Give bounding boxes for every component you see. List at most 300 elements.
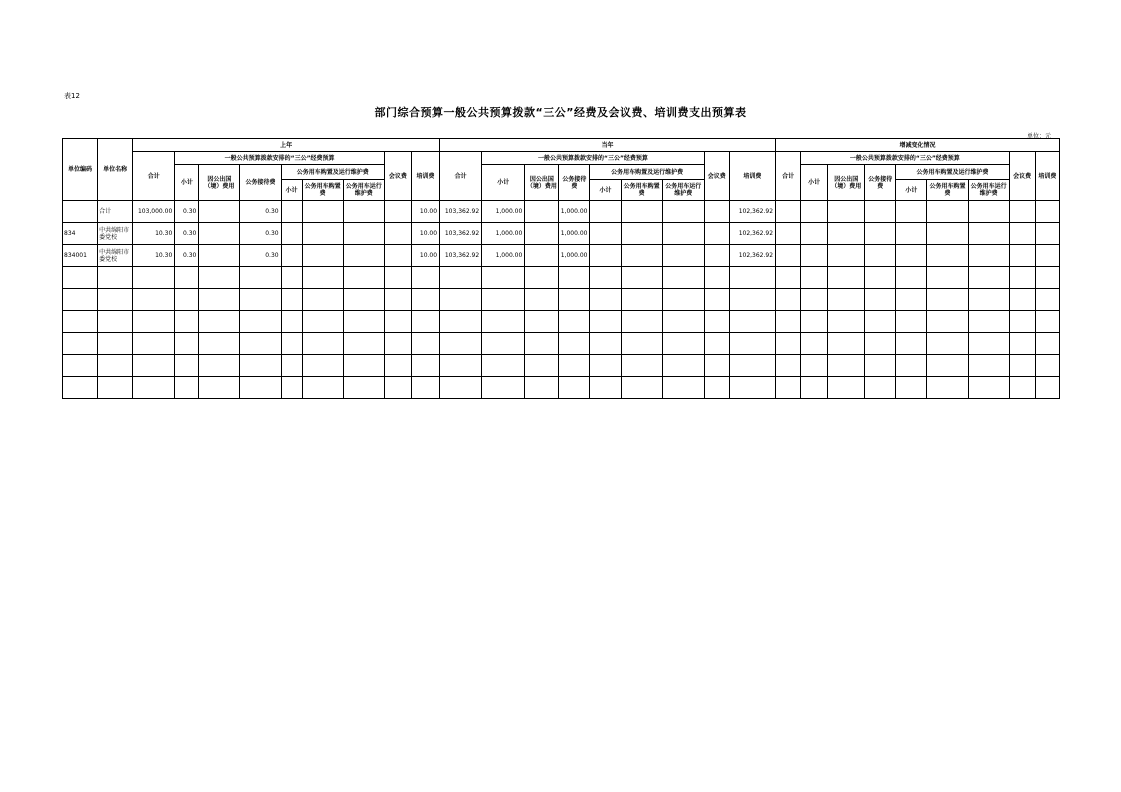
curr-training-cell	[729, 267, 775, 289]
curr-reception-cell: 1,000.00	[559, 245, 590, 267]
curr-subtotal-cell	[482, 333, 525, 355]
prev-meeting-header: 会议费	[384, 152, 411, 201]
chg-training-cell	[1035, 333, 1059, 355]
table-row	[63, 245, 1060, 267]
curr-vehicle-ops-cell	[662, 223, 704, 245]
prev-reception-header: 公务接待费	[240, 165, 281, 201]
chg-vehicle-purchase-header: 公务用车购置费	[927, 180, 968, 201]
curr-vehicle-ops-cell	[662, 289, 704, 311]
prev-total-cell	[133, 355, 175, 377]
curr-abroad-cell	[525, 223, 559, 245]
chg-abroad-cell	[828, 201, 865, 223]
chg-total-cell	[776, 201, 801, 223]
curr-subtotal-cell	[482, 311, 525, 333]
unit-code-cell: 834001	[63, 245, 98, 267]
chg-reception-cell	[865, 377, 896, 399]
chg-vehicle-subtotal-cell	[896, 223, 927, 245]
curr-vehicle-purchase-cell	[621, 245, 662, 267]
unit-name-cell: 中共绵阳市委党校	[98, 245, 133, 267]
prev-vehicle-ops-cell	[343, 355, 384, 377]
chg-vehicle-subtotal-cell	[896, 377, 927, 399]
unit-code-cell	[63, 201, 98, 223]
prev-reception-cell: 0.30	[240, 223, 281, 245]
curr-vehicle-ops-cell	[662, 377, 704, 399]
curr-abroad-cell	[525, 201, 559, 223]
chg-total-cell	[776, 289, 801, 311]
prev-vehicle-purchase-cell	[302, 201, 343, 223]
prev-training-cell	[411, 355, 439, 377]
prev-vehicle-subtotal-cell	[281, 311, 302, 333]
curr-reception-cell	[559, 311, 590, 333]
curr-abroad-cell	[525, 267, 559, 289]
chg-training-cell	[1035, 355, 1059, 377]
chg-abroad-cell	[828, 245, 865, 267]
curr-vehicle-ops-cell	[662, 267, 704, 289]
chg-total-cell	[776, 333, 801, 355]
chg-meeting-cell	[1009, 377, 1035, 399]
curr-meeting-header: 会议费	[704, 152, 729, 201]
curr-total-cell: 103,362.92	[440, 223, 482, 245]
prev-training-header: 培训费	[411, 152, 439, 201]
unit-label: 单位：元	[1027, 133, 1052, 140]
unit-name-cell: 合计	[98, 201, 133, 223]
unit-name-cell	[98, 267, 133, 289]
prev-vehicle-subtotal-header: 小计	[281, 180, 302, 201]
curr-vehicle-purchase-cell	[621, 377, 662, 399]
chg-reception-cell	[865, 245, 896, 267]
prev-vehicle-purchase-cell	[302, 245, 343, 267]
chg-training-cell	[1035, 311, 1059, 333]
prev-reception-cell	[240, 333, 281, 355]
chg-subtotal-cell	[801, 201, 828, 223]
prev-vehicle-subtotal-cell	[281, 333, 302, 355]
curr-vehicle-subtotal-cell	[590, 333, 621, 355]
chg-meeting-cell	[1009, 223, 1035, 245]
prev-reception-cell	[240, 355, 281, 377]
prev-subtotal-cell	[175, 267, 199, 289]
unit-name-cell	[98, 311, 133, 333]
chg-total-cell	[776, 267, 801, 289]
curr-meeting-cell	[704, 267, 729, 289]
prev-total-cell	[133, 377, 175, 399]
prev-vehicle-ops-cell	[343, 311, 384, 333]
chg-reception-cell	[865, 201, 896, 223]
prev-abroad-header: 因公出国（境）费用	[199, 165, 240, 201]
table-number-tag: 表12	[64, 92, 80, 100]
prev-vehicle-purchase-cell	[302, 223, 343, 245]
curr-vehicle-purchase-cell	[621, 289, 662, 311]
prev-meeting-cell	[384, 289, 411, 311]
curr-reception-cell	[559, 333, 590, 355]
chg-reception-cell	[865, 333, 896, 355]
prev-vehicle-ops-cell	[343, 267, 384, 289]
prev-vehicle-purchase-cell	[302, 267, 343, 289]
chg-meeting-cell	[1009, 289, 1035, 311]
chg-subtotal-cell	[801, 333, 828, 355]
chg-abroad-cell	[828, 377, 865, 399]
chg-vehicle-header: 公务用车购置及运行维护费	[896, 165, 1009, 180]
curr-total-cell: 103,362.92	[440, 245, 482, 267]
chg-reception-cell	[865, 223, 896, 245]
chg-meeting-cell	[1009, 333, 1035, 355]
prev-vehicle-subtotal-cell	[281, 267, 302, 289]
curr-vehicle-header: 公务用车购置及运行维护费	[590, 165, 704, 180]
prev-abroad-cell	[199, 201, 240, 223]
curr-vehicle-subtotal-cell	[590, 377, 621, 399]
chg-vehicle-ops-cell	[968, 267, 1009, 289]
curr-abroad-cell	[525, 355, 559, 377]
chg-reception-header: 公务接待费	[865, 165, 896, 201]
chg-training-cell	[1035, 245, 1059, 267]
chg-abroad-header: 因公出国（境）费用	[828, 165, 865, 201]
table-row	[63, 201, 1060, 223]
prev-subtotal-cell	[175, 377, 199, 399]
curr-vehicle-subtotal-cell	[590, 289, 621, 311]
prev-vehicle-purchase-cell	[302, 377, 343, 399]
curr-vehicle-subtotal-cell	[590, 311, 621, 333]
unit-name-cell: 中共绵阳市委党校	[98, 223, 133, 245]
prev-reception-cell: 0.30	[240, 245, 281, 267]
chg-abroad-cell	[828, 333, 865, 355]
unit-name-header: 单位名称	[98, 139, 133, 201]
chg-vehicle-ops-cell	[968, 355, 1009, 377]
prev-meeting-cell	[384, 201, 411, 223]
curr-meeting-cell	[704, 289, 729, 311]
prev-meeting-cell	[384, 377, 411, 399]
change-header: 增减变化情况	[776, 139, 1060, 152]
curr-total-cell	[440, 377, 482, 399]
curr-total-cell	[440, 355, 482, 377]
page-title: 部门综合预算一般公共预算拨款“三公”经费及会议费、培训费支出预算表	[374, 106, 747, 119]
chg-total-cell	[776, 223, 801, 245]
chg-vehicle-purchase-cell	[927, 355, 968, 377]
unit-name-cell	[98, 333, 133, 355]
curr-training-cell	[729, 311, 775, 333]
chg-subtotal-cell	[801, 289, 828, 311]
curr-meeting-cell	[704, 377, 729, 399]
chg-vehicle-subtotal-cell	[896, 311, 927, 333]
curr-vehicle-purchase-cell	[621, 311, 662, 333]
curr-abroad-cell	[525, 377, 559, 399]
chg-total-cell	[776, 355, 801, 377]
chg-vehicle-purchase-cell	[927, 289, 968, 311]
chg-vehicle-ops-cell	[968, 311, 1009, 333]
chg-vehicle-ops-cell	[968, 201, 1009, 223]
unit-code-cell	[63, 355, 98, 377]
chg-subtotal-cell	[801, 311, 828, 333]
prev-reception-cell	[240, 267, 281, 289]
chg-vehicle-subtotal-cell	[896, 355, 927, 377]
curr-vehicle-subtotal-cell	[590, 223, 621, 245]
curr-vehicle-ops-cell	[662, 311, 704, 333]
prev-total-header: 合计	[133, 152, 175, 201]
chg-vehicle-ops-cell	[968, 377, 1009, 399]
unit-code-cell	[63, 267, 98, 289]
curr-reception-cell	[559, 355, 590, 377]
prev-meeting-cell	[384, 333, 411, 355]
prev-training-cell: 10.00	[411, 201, 439, 223]
curr-subtotal-cell	[482, 355, 525, 377]
chg-total-header: 合计	[776, 152, 801, 201]
curr-subtotal-cell: 1,000.00	[482, 223, 525, 245]
chg-subtotal-cell	[801, 267, 828, 289]
curr-abroad-header: 因公出国（境）费用	[525, 165, 559, 201]
prev-vehicle-header: 公务用车购置及运行维护费	[281, 165, 384, 180]
chg-abroad-cell	[828, 289, 865, 311]
curr-meeting-cell	[704, 201, 729, 223]
chg-vehicle-purchase-cell	[927, 267, 968, 289]
prev-total-cell	[133, 267, 175, 289]
prev-vehicle-subtotal-cell	[281, 289, 302, 311]
prev-abroad-cell	[199, 245, 240, 267]
prev-vehicle-purchase-cell	[302, 355, 343, 377]
prev-subtotal-cell: 0.30	[175, 201, 199, 223]
prev-vehicle-ops-cell	[343, 289, 384, 311]
unit-code-cell	[63, 289, 98, 311]
chg-subtotal-cell	[801, 245, 828, 267]
prev-vehicle-subtotal-cell	[281, 201, 302, 223]
chg-abroad-cell	[828, 311, 865, 333]
chg-training-cell	[1035, 267, 1059, 289]
prev-subtotal-cell	[175, 289, 199, 311]
prev-reception-cell	[240, 377, 281, 399]
prev-reception-cell: 0.30	[240, 201, 281, 223]
chg-meeting-cell	[1009, 311, 1035, 333]
chg-total-cell	[776, 245, 801, 267]
chg-subtotal-cell	[801, 377, 828, 399]
chg-vehicle-purchase-cell	[927, 201, 968, 223]
prev-vehicle-ops-cell	[343, 245, 384, 267]
curr-total-cell: 103,362.92	[440, 201, 482, 223]
chg-meeting-cell	[1009, 245, 1035, 267]
curr-subtotal-cell: 1,000.00	[482, 201, 525, 223]
prev-vehicle-purchase-cell	[302, 333, 343, 355]
chg-meeting-cell	[1009, 201, 1035, 223]
chg-vehicle-purchase-cell	[927, 333, 968, 355]
curr-meeting-cell	[704, 311, 729, 333]
curr-subtotal-cell	[482, 267, 525, 289]
curr-vehicle-subtotal-cell	[590, 201, 621, 223]
unit-code-cell	[63, 311, 98, 333]
curr-vehicle-ops-header: 公务用车运行维护费	[662, 180, 704, 201]
curr-abroad-cell	[525, 245, 559, 267]
prev-training-cell	[411, 289, 439, 311]
prev-subtotal-cell: 0.30	[175, 245, 199, 267]
chg-meeting-header: 会议费	[1009, 152, 1035, 201]
prev-sangong-header: 一般公共预算拨款安排的“三公”经费预算	[175, 152, 385, 165]
prev-vehicle-purchase-cell	[302, 289, 343, 311]
prev-training-cell	[411, 267, 439, 289]
curr-vehicle-purchase-cell	[621, 267, 662, 289]
unit-code-header: 单位编码	[63, 139, 98, 201]
curr-training-cell	[729, 333, 775, 355]
curr-meeting-cell	[704, 223, 729, 245]
prev-vehicle-ops-cell	[343, 377, 384, 399]
curr-subtotal-header: 小计	[482, 165, 525, 201]
prev-total-cell	[133, 289, 175, 311]
chg-vehicle-ops-cell	[968, 333, 1009, 355]
chg-vehicle-ops-cell	[968, 289, 1009, 311]
prev-subtotal-header: 小计	[175, 165, 199, 201]
chg-vehicle-subtotal-cell	[896, 289, 927, 311]
curr-vehicle-ops-cell	[662, 201, 704, 223]
prev-abroad-cell	[199, 355, 240, 377]
curr-vehicle-subtotal-cell	[590, 267, 621, 289]
chg-reception-cell	[865, 267, 896, 289]
chg-vehicle-purchase-cell	[927, 223, 968, 245]
prev-year-header: 上年	[133, 139, 440, 152]
prev-vehicle-ops-header: 公务用车运行维护费	[343, 180, 384, 201]
curr-reception-cell	[559, 289, 590, 311]
prev-training-cell: 10.00	[411, 223, 439, 245]
prev-subtotal-cell	[175, 311, 199, 333]
prev-abroad-cell	[199, 377, 240, 399]
prev-total-cell: 103,000.00	[133, 201, 175, 223]
curr-total-header: 合计	[440, 152, 482, 201]
chg-total-cell	[776, 311, 801, 333]
prev-vehicle-ops-cell	[343, 201, 384, 223]
curr-total-cell	[440, 289, 482, 311]
prev-total-cell	[133, 333, 175, 355]
curr-vehicle-purchase-cell	[621, 223, 662, 245]
chg-vehicle-purchase-cell	[927, 377, 968, 399]
curr-abroad-cell	[525, 333, 559, 355]
unit-name-cell	[98, 355, 133, 377]
prev-training-cell: 10.00	[411, 245, 439, 267]
unit-code-cell	[63, 333, 98, 355]
prev-vehicle-purchase-header: 公务用车购置费	[302, 180, 343, 201]
curr-vehicle-ops-cell	[662, 355, 704, 377]
chg-meeting-cell	[1009, 267, 1035, 289]
chg-abroad-cell	[828, 355, 865, 377]
chg-vehicle-subtotal-header: 小计	[896, 180, 927, 201]
curr-training-header: 培训费	[729, 152, 775, 201]
curr-reception-cell	[559, 267, 590, 289]
prev-subtotal-cell: 0.30	[175, 223, 199, 245]
chg-training-cell	[1035, 201, 1059, 223]
chg-reception-cell	[865, 311, 896, 333]
curr-training-cell: 102,362.92	[729, 201, 775, 223]
chg-vehicle-subtotal-cell	[896, 267, 927, 289]
prev-total-cell	[133, 311, 175, 333]
table-row	[63, 267, 1060, 289]
chg-reception-cell	[865, 355, 896, 377]
curr-total-cell	[440, 311, 482, 333]
chg-subtotal-header: 小计	[801, 165, 828, 201]
unit-code-cell	[63, 377, 98, 399]
prev-vehicle-subtotal-cell	[281, 355, 302, 377]
curr-training-cell	[729, 377, 775, 399]
curr-abroad-cell	[525, 289, 559, 311]
curr-subtotal-cell	[482, 377, 525, 399]
chg-vehicle-purchase-cell	[927, 245, 968, 267]
curr-meeting-cell	[704, 245, 729, 267]
prev-vehicle-subtotal-cell	[281, 223, 302, 245]
curr-vehicle-ops-cell	[662, 245, 704, 267]
curr-reception-cell: 1,000.00	[559, 223, 590, 245]
prev-meeting-cell	[384, 355, 411, 377]
table-row	[63, 223, 1060, 245]
unit-code-cell: 834	[63, 223, 98, 245]
curr-meeting-cell	[704, 355, 729, 377]
prev-meeting-cell	[384, 245, 411, 267]
chg-vehicle-subtotal-cell	[896, 245, 927, 267]
curr-abroad-cell	[525, 311, 559, 333]
table-row	[63, 333, 1060, 355]
unit-name-cell	[98, 289, 133, 311]
prev-abroad-cell	[199, 333, 240, 355]
curr-vehicle-subtotal-cell	[590, 245, 621, 267]
prev-abroad-cell	[199, 289, 240, 311]
prev-total-cell: 10.30	[133, 245, 175, 267]
prev-meeting-cell	[384, 223, 411, 245]
prev-vehicle-subtotal-cell	[281, 377, 302, 399]
chg-vehicle-subtotal-cell	[896, 201, 927, 223]
curr-reception-cell	[559, 377, 590, 399]
curr-vehicle-subtotal-header: 小计	[590, 180, 621, 201]
prev-training-cell	[411, 377, 439, 399]
curr-training-cell	[729, 355, 775, 377]
curr-sangong-header: 一般公共预算拨款安排的“三公”经费预算	[482, 152, 705, 165]
chg-training-cell	[1035, 377, 1059, 399]
table-row	[63, 377, 1060, 399]
curr-vehicle-purchase-cell	[621, 201, 662, 223]
curr-training-cell	[729, 289, 775, 311]
curr-total-cell	[440, 267, 482, 289]
prev-abroad-cell	[199, 311, 240, 333]
prev-vehicle-purchase-cell	[302, 311, 343, 333]
curr-vehicle-purchase-header: 公务用车购置费	[621, 180, 662, 201]
prev-vehicle-ops-cell	[343, 333, 384, 355]
curr-vehicle-subtotal-cell	[590, 355, 621, 377]
curr-vehicle-ops-cell	[662, 333, 704, 355]
chg-total-cell	[776, 377, 801, 399]
curr-vehicle-purchase-cell	[621, 355, 662, 377]
curr-reception-header: 公务接待费	[559, 165, 590, 201]
chg-vehicle-ops-cell	[968, 223, 1009, 245]
curr-subtotal-cell: 1,000.00	[482, 245, 525, 267]
curr-vehicle-purchase-cell	[621, 333, 662, 355]
prev-training-cell	[411, 311, 439, 333]
prev-subtotal-cell	[175, 355, 199, 377]
curr-training-cell: 102,362.92	[729, 223, 775, 245]
curr-meeting-cell	[704, 333, 729, 355]
prev-reception-cell	[240, 311, 281, 333]
chg-vehicle-ops-cell	[968, 245, 1009, 267]
prev-training-cell	[411, 333, 439, 355]
table-row	[63, 355, 1060, 377]
chg-vehicle-purchase-cell	[927, 311, 968, 333]
curr-reception-cell: 1,000.00	[559, 201, 590, 223]
curr-total-cell	[440, 333, 482, 355]
unit-name-cell	[98, 377, 133, 399]
chg-training-header: 培训费	[1035, 152, 1059, 201]
chg-sangong-header: 一般公共预算拨款安排的“三公”经费预算	[801, 152, 1010, 165]
chg-vehicle-ops-header: 公务用车运行维护费	[968, 180, 1009, 201]
chg-abroad-cell	[828, 267, 865, 289]
chg-training-cell	[1035, 289, 1059, 311]
prev-subtotal-cell	[175, 333, 199, 355]
curr-year-header: 当年	[440, 139, 776, 152]
table-body	[63, 201, 1060, 399]
chg-reception-cell	[865, 289, 896, 311]
table-row	[63, 289, 1060, 311]
table-row	[63, 311, 1060, 333]
chg-subtotal-cell	[801, 355, 828, 377]
prev-meeting-cell	[384, 311, 411, 333]
prev-abroad-cell	[199, 267, 240, 289]
prev-reception-cell	[240, 289, 281, 311]
